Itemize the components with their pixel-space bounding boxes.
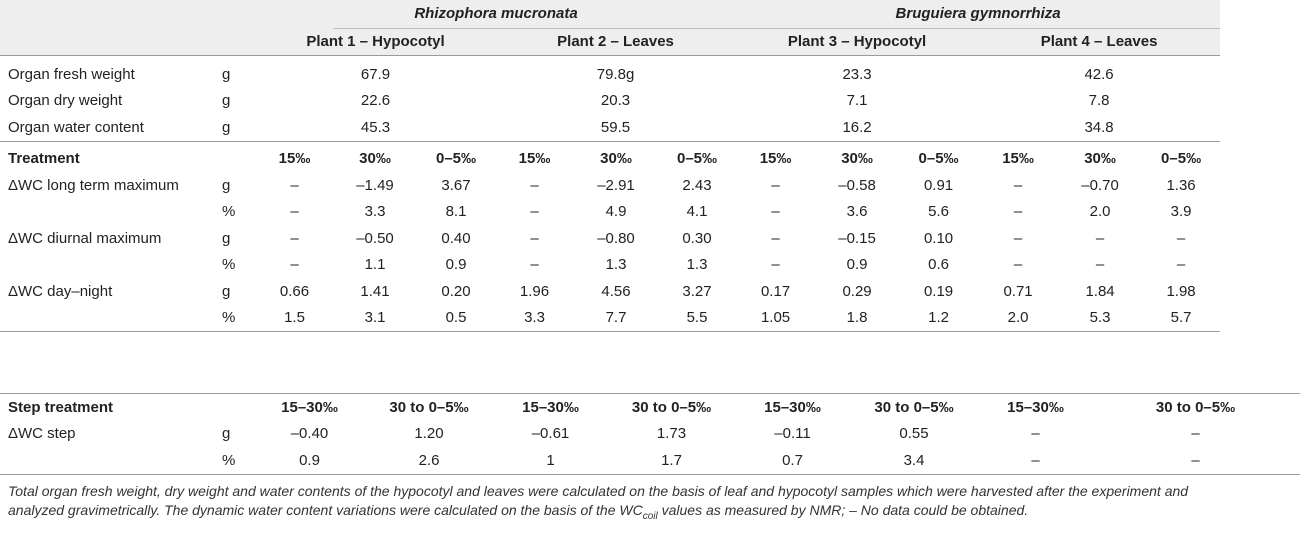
- table-row: Organ water content g 45.3 59.5 16.2 34.8: [0, 114, 1220, 141]
- table-cell: 0.5: [417, 305, 495, 332]
- table-cell: –: [980, 447, 1091, 474]
- plant-2-label: Plant 2 – Leaves: [557, 33, 674, 51]
- table-cell: 3.1: [333, 305, 417, 332]
- table-cell: 0.55: [899, 425, 929, 443]
- table-cell: 1.2: [899, 305, 978, 332]
- table-cell: 0.7: [737, 447, 848, 474]
- table-row: [0, 447, 1300, 474]
- table-cell: 0.30: [682, 229, 712, 247]
- table-cell: –: [1176, 229, 1186, 247]
- step-header-row: [0, 394, 1300, 421]
- row-unit: g: [222, 425, 231, 443]
- table-cell: 4.56: [601, 282, 631, 300]
- plant-4-label: Plant 4 – Leaves: [1040, 33, 1158, 51]
- table-cell: 1.20: [414, 425, 444, 443]
- treatment-header-cell: 15‰: [518, 150, 551, 168]
- table-cell: –: [1013, 229, 1023, 247]
- table-cell: –0.15: [838, 229, 876, 247]
- table-cell: –: [1191, 425, 1200, 443]
- row-label: ΔWC long term maximum: [8, 176, 179, 194]
- row-unit: %: [220, 447, 256, 474]
- table-cell: 1.84: [1085, 282, 1115, 300]
- table-cell: 1.96: [519, 282, 550, 300]
- table-cell: 5.7: [1142, 305, 1220, 332]
- table-cell: 0.66: [279, 282, 310, 300]
- table-cell: –: [530, 203, 539, 221]
- table-cell: 2.43: [682, 176, 712, 194]
- table-cell: 0.71: [1003, 282, 1033, 300]
- table-row: [0, 278, 1220, 305]
- table-cell: 0.10: [923, 229, 954, 247]
- table-row: Organ dry weight g 22.6 20.3 7.1 7.8: [8, 92, 1110, 110]
- table-cell: 0.29: [842, 282, 872, 300]
- table-cell: 2.0: [978, 305, 1058, 332]
- treatment-header-row: [0, 146, 1220, 173]
- species-header-row: [0, 0, 1220, 27]
- table-cell: –0.11: [774, 425, 811, 443]
- table-cell: –: [290, 229, 299, 247]
- table-cell: 5.5: [658, 305, 736, 332]
- row-label: [0, 305, 220, 332]
- treatment-header-cell: 0–5‰: [677, 150, 718, 168]
- table-cell: –: [530, 176, 539, 194]
- table-cell: 0.19: [923, 282, 954, 300]
- plant-1-label: Plant 1 – Hypocotyl: [306, 33, 445, 51]
- treatment-header-cell: 30‰: [359, 150, 391, 168]
- treatment-header-cell: 15‰: [278, 150, 311, 168]
- table-cell: –: [1091, 447, 1300, 474]
- table-cell: 1.36: [1166, 176, 1196, 194]
- table-row: [0, 225, 1220, 252]
- table-cell: –: [530, 256, 539, 274]
- table-cell: –2.91: [597, 176, 635, 194]
- treatment-header-cell: 30‰: [600, 150, 632, 168]
- table-cell: 2.0: [1089, 203, 1111, 221]
- table-cell: –: [290, 176, 299, 194]
- row-label: ΔWC day–night: [8, 282, 113, 300]
- row-unit: g: [222, 229, 231, 247]
- table-cell: 3.9: [1170, 203, 1192, 221]
- table-cell: –: [1176, 256, 1186, 274]
- table-cell: 0.17: [760, 282, 791, 300]
- table-cell: 7.7: [574, 305, 658, 332]
- footnote: Total organ fresh weight, dry weight and water contents of the hypocotyl and leaves were calculated on the basis of leaf and hypocotyl samples which were harvested after the experiment and analyzed gravimetrically. The dynamic water content variations were calculated on the basis of the $WC_{coil}$ values as measured by NMR; – No data could be obtained.: [8, 483, 1189, 522]
- step-header-cell: 30 to 0–5‰: [848, 394, 980, 421]
- step-treatment-label: Step treatment: [0, 394, 220, 421]
- table-row: [0, 199, 1220, 226]
- table-cell: –1.49: [356, 176, 394, 194]
- table-cell: 3.4: [848, 447, 980, 474]
- table-cell: –: [1013, 256, 1023, 274]
- row-label: [0, 252, 220, 279]
- step-header-cell: 30 to 0–5‰: [1091, 394, 1300, 421]
- table-cell: 1.05: [736, 305, 815, 332]
- table-cell: 1.41: [360, 282, 390, 300]
- table-cell: –0.58: [838, 176, 876, 194]
- species-b: Bruguiera gymnorrhiza: [895, 4, 1061, 22]
- table-cell: –0.61: [531, 425, 570, 443]
- table-cell: 0.9: [256, 447, 363, 474]
- table-cell: 1.8: [815, 305, 899, 332]
- table-cell: –0.80: [597, 229, 635, 247]
- table-cell: 1: [495, 447, 606, 474]
- step-header-cell: 30 to 0–5‰: [363, 394, 495, 421]
- step-header-cell: 15–30‰: [256, 394, 363, 421]
- table-cell: 4.9: [605, 203, 627, 221]
- row-unit: g: [222, 282, 231, 300]
- table-cell: –: [290, 256, 299, 274]
- table-row: Organ fresh weight g 67.9 79.8g 23.3 42.6: [8, 65, 1114, 83]
- table-cell: –: [1013, 203, 1023, 221]
- treatment-label: Treatment: [8, 150, 80, 168]
- table-cell: –: [1031, 425, 1040, 443]
- step-header-cell: 15–30‰: [495, 394, 606, 421]
- row-label: ΔWC step: [8, 425, 76, 443]
- table-cell: 1.5: [256, 305, 333, 332]
- table-cell: 0.9: [846, 256, 868, 274]
- table-cell: 1.3: [686, 256, 708, 274]
- table-cell: 4.1: [686, 203, 708, 221]
- table-cell: –0.70: [1081, 176, 1119, 194]
- table-cell: 0.9: [445, 256, 467, 274]
- step-table: [0, 393, 1300, 475]
- species-a: Rhizophora mucronata: [414, 4, 578, 22]
- row-label: ΔWC diurnal maximum: [8, 229, 162, 247]
- table-row: [0, 172, 1220, 199]
- plant-header-row: [0, 28, 1220, 56]
- table-cell: 2.6: [363, 447, 495, 474]
- table-cell: 1.98: [1166, 282, 1196, 300]
- row-unit: %: [220, 305, 256, 332]
- table-cell: 3.67: [441, 176, 471, 194]
- treatment-header-cell: 0–5‰: [918, 150, 959, 168]
- step-header-cell: 30 to 0–5‰: [606, 394, 737, 421]
- table-cell: –: [1095, 229, 1105, 247]
- table-cell: 0.40: [441, 229, 471, 247]
- table-cell: 0.6: [928, 256, 949, 274]
- table-row: [0, 305, 1220, 332]
- table-row: [0, 252, 1220, 279]
- table-cell: –: [530, 229, 539, 247]
- row-unit: %: [222, 203, 236, 221]
- table-cell: 3.6: [846, 203, 868, 221]
- table-cell: –: [1013, 176, 1023, 194]
- table-cell: –0.40: [290, 425, 329, 443]
- table-cell: –: [1095, 256, 1105, 274]
- treatment-header-cell: 0–5‰: [1161, 150, 1202, 168]
- table-cell: –: [771, 176, 780, 194]
- table-cell: –: [771, 229, 780, 247]
- table-cell: 3.3: [495, 305, 574, 332]
- treatment-header-cell: 30‰: [841, 150, 873, 168]
- table-cell: 8.1: [445, 203, 467, 221]
- table-cell: 5.6: [928, 203, 949, 221]
- table-cell: 1.1: [364, 256, 386, 274]
- table-cell: –: [771, 256, 780, 274]
- table-cell: –0.50: [356, 229, 394, 247]
- treatment-header-cell: 30‰: [1084, 150, 1116, 168]
- table-cell: 1.73: [656, 425, 687, 443]
- table-cell: 5.3: [1058, 305, 1142, 332]
- table-cell: 3.27: [682, 282, 712, 300]
- table-row: [0, 421, 1300, 448]
- table-cell: 1.3: [605, 256, 627, 274]
- table-cell: –: [771, 203, 780, 221]
- row-label: [0, 199, 220, 226]
- plant-3-label: Plant 3 – Hypocotyl: [787, 33, 927, 51]
- row-label: [0, 447, 220, 474]
- row-unit: g: [222, 176, 231, 194]
- step-header-cell: 15–30‰: [737, 394, 848, 421]
- table-cell: 1.7: [606, 447, 737, 474]
- treatment-header-cell: 15‰: [759, 150, 792, 168]
- row-unit: %: [222, 256, 236, 274]
- treatment-header-cell: 0–5‰: [435, 150, 477, 168]
- treatment-header-cell: 15‰: [1002, 150, 1034, 168]
- step-header-cell: 15–30‰: [980, 394, 1091, 421]
- table-cell: 0.91: [923, 176, 954, 194]
- table-cell: –: [290, 203, 299, 221]
- table-cell: 3.3: [364, 203, 386, 221]
- table-cell: 0.20: [441, 282, 471, 300]
